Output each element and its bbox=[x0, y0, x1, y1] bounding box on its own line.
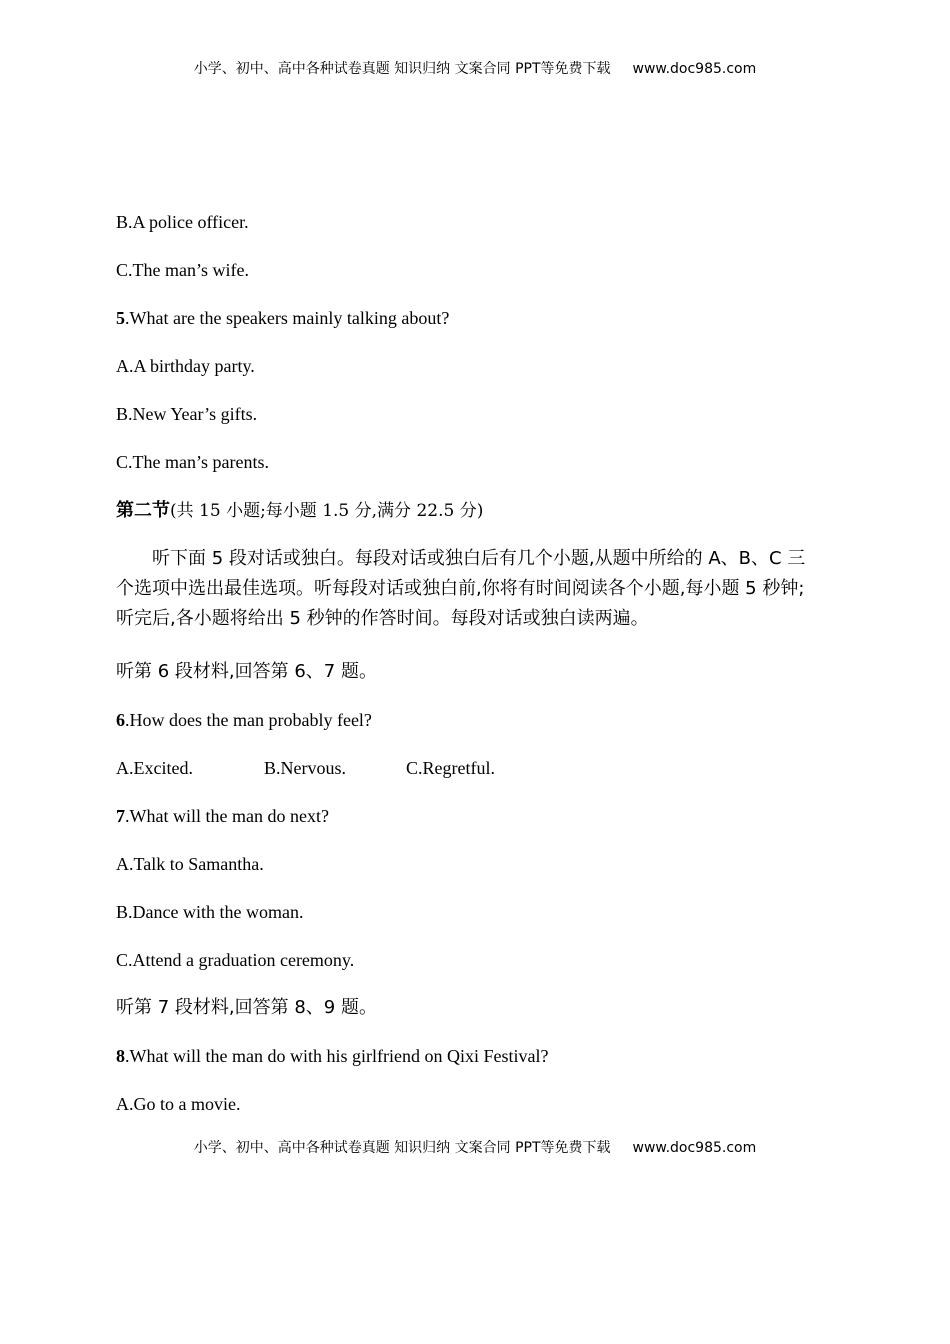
q5-option-a: A.A birthday party. bbox=[116, 356, 255, 376]
q7-question bbox=[116, 804, 329, 828]
section2-title: 第二节 bbox=[116, 500, 170, 521]
page-footer bbox=[0, 1137, 950, 1157]
q6-question bbox=[116, 708, 372, 732]
instructions-line-3: 听完后,各小题将给出 5 秒钟的作答时间。每段对话或独白读两遍。 bbox=[116, 608, 649, 629]
header-text: 小学、初中、高中各种试卷真题 知识归纳 文案合同 PPT等免费下载 bbox=[193, 61, 611, 77]
material7-heading: 听第 7 段材料,回答第 8、9 题。 bbox=[116, 997, 377, 1018]
footer-text: 小学、初中、高中各种试卷真题 知识归纳 文案合同 PPT等免费下载 bbox=[193, 1140, 611, 1156]
q8-option-a: A.Go to a movie. bbox=[116, 1094, 241, 1114]
q6-option-b: B.Nervous. bbox=[264, 758, 346, 778]
q5-question bbox=[116, 306, 449, 330]
footer-url: www.doc985.com bbox=[632, 1140, 757, 1156]
q5-number: 5 bbox=[116, 308, 125, 328]
q5-option-b: B.New Year’s gifts. bbox=[116, 404, 258, 424]
q7-option-c: C.Attend a graduation ceremony. bbox=[116, 950, 355, 970]
q6-number: 6 bbox=[116, 710, 125, 730]
q4-option-c: C.The man’s wife. bbox=[116, 260, 249, 280]
header-url: www.doc985.com bbox=[632, 61, 757, 77]
q4-option-b: B.A police officer. bbox=[116, 212, 249, 232]
q6-option-a: A.Excited. bbox=[116, 758, 193, 778]
section2-instructions bbox=[116, 544, 840, 634]
q7-option-a: A.Talk to Samantha. bbox=[116, 854, 264, 874]
q6-text: .How does the man probably feel? bbox=[125, 710, 372, 730]
q8-question bbox=[116, 1044, 548, 1068]
section2-detail: (共 15 小题;每小题 1.5 分,满分 22.5 分) bbox=[170, 501, 484, 521]
section2-heading bbox=[116, 498, 483, 523]
q6-option-c: C.Regretful. bbox=[406, 758, 495, 778]
instructions-line-1: 听下面 5 段对话或独白。每段对话或独白后有几个小题,从题中所给的 A、B、C 三 bbox=[152, 548, 806, 569]
instructions-line-2: 个选项中选出最佳选项。听每段对话或独白前,你将有时间阅读各个小题,每小题 5 秒钟; bbox=[116, 578, 805, 599]
q5-option-c: C.The man’s parents. bbox=[116, 452, 269, 472]
q8-number: 8 bbox=[116, 1046, 125, 1066]
page-header bbox=[0, 58, 950, 78]
q7-text: .What will the man do next? bbox=[125, 806, 329, 826]
q7-number: 7 bbox=[116, 806, 125, 826]
q5-text: .What are the speakers mainly talking about? bbox=[125, 308, 450, 328]
q7-option-b: B.Dance with the woman. bbox=[116, 902, 304, 922]
material6-heading: 听第 6 段材料,回答第 6、7 题。 bbox=[116, 661, 377, 682]
q8-text: .What will the man do with his girlfriend on Qixi Festival? bbox=[125, 1046, 549, 1066]
